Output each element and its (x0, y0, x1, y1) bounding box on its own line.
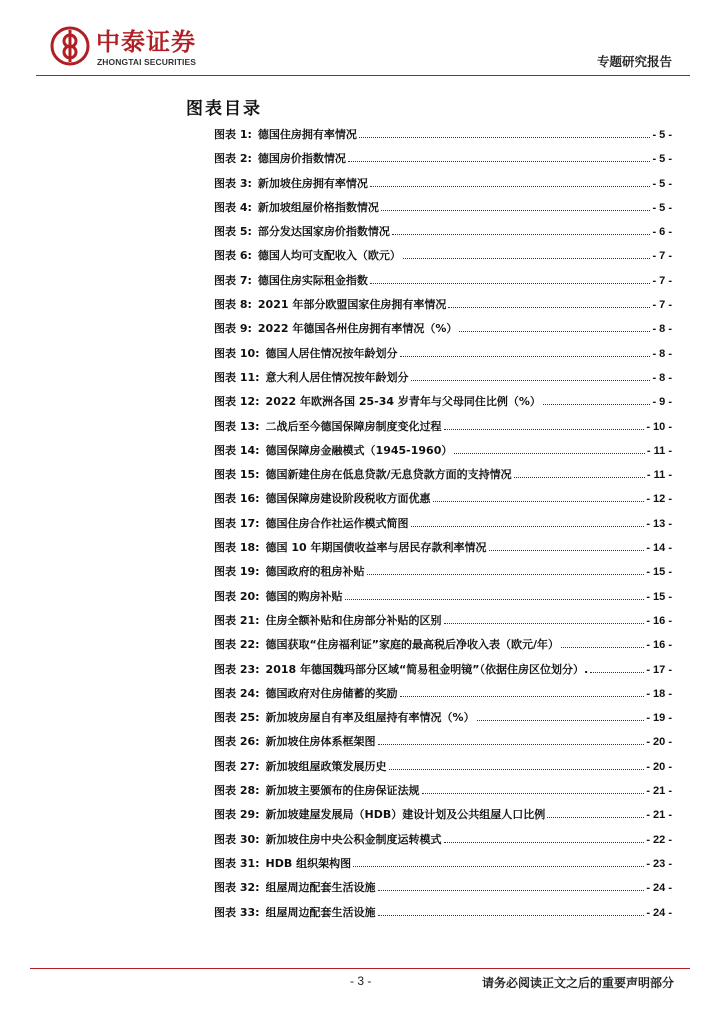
toc-entry-title: 2022 年欧洲各国 25-34 岁青年与父母同住比例（%） (265, 395, 541, 409)
toc-entry-page: - 5 - (652, 129, 672, 141)
toc-entry-label: 图表 5 (214, 225, 248, 239)
logo-english-name: ZHONGTAI SECURITIES (97, 57, 197, 67)
toc-entry[interactable] (214, 490, 672, 514)
toc-entry-separator: : (255, 613, 260, 627)
toc-entry[interactable] (214, 758, 672, 782)
toc-entry-label: 图表 16 (214, 492, 256, 506)
toc-entry[interactable] (214, 345, 672, 369)
toc-entry-leader (400, 356, 651, 357)
toc-entry[interactable] (214, 466, 672, 490)
toc-entry[interactable] (214, 539, 672, 563)
toc-entry-leader (378, 915, 645, 916)
toc-entry[interactable] (214, 661, 672, 685)
toc-entry-title: 新加坡组屋政策发展历史 (265, 759, 387, 773)
toc-entry-title: 新加坡主要颁布的住房保证法规 (265, 784, 420, 798)
toc-entry[interactable] (214, 296, 672, 320)
toc-entry-page: - 5 - (652, 177, 672, 190)
toc-entry-separator: : (255, 735, 260, 749)
toc-entry-label: 图表 33 (214, 905, 256, 919)
toc-entry-title: 新加坡组屋价格指数情况 (257, 200, 379, 214)
toc-entry-label: 图表 7 (214, 273, 248, 287)
toc-entry-page: - 7 - (652, 250, 672, 263)
toc-entry-label: 图表 1 (214, 128, 248, 141)
toc-entry-separator: : (255, 662, 260, 676)
toc-entry-title: 德国获取“住房福利证”家庭的最高税后净收入表（欧元/年） (265, 638, 560, 652)
toc-entry-leader (392, 234, 651, 235)
toc-entry-separator: : (255, 443, 260, 457)
toc-entry-label: 图表 32 (214, 881, 256, 895)
page-number: - 3 - (350, 974, 372, 988)
footer-divider (30, 968, 690, 969)
toc-entry-label: 图表 4 (214, 200, 248, 214)
toc-entry-separator: : (255, 832, 260, 846)
toc-entry-label: 图表 9 (214, 322, 248, 336)
toc-entry-page: - 21 - (646, 809, 672, 822)
toc-entry-separator: : (255, 638, 260, 652)
toc-entry-title: 2022 年德国各州住房拥有率情况（%） (257, 322, 458, 336)
toc-entry-title: 部分发达国家房价指数情况 (257, 225, 390, 239)
toc-entry[interactable] (214, 150, 672, 174)
toc-entry-label: 图表 8 (214, 298, 248, 312)
toc-entry[interactable] (214, 636, 672, 660)
toc-entry-leader (411, 526, 645, 527)
toc-entry-leader (345, 599, 645, 600)
toc-entry-leader (454, 453, 645, 454)
toc-entry-page: - 20 - (646, 760, 672, 773)
toc-entry[interactable] (214, 272, 672, 296)
toc-entry[interactable] (214, 831, 672, 855)
toc-entry-title: 德国政府的租房补贴 (265, 565, 365, 579)
toc-entry-label: 图表 3 (214, 176, 248, 190)
toc-entry-separator: : (255, 492, 260, 506)
toc-entry-page: - 20 - (646, 736, 672, 749)
toc-entry-page: - 5 - (652, 201, 672, 214)
toc-entry-title: 组屋周边配套生活设施 (265, 881, 376, 895)
toc-entry-label: 图表 2 (214, 152, 248, 166)
toc-entry-page: - 9 - (652, 396, 672, 409)
toc-entry-leader (348, 161, 651, 162)
toc-entry-label: 图表 12 (214, 395, 256, 409)
toc-entry-title: 新加坡住房拥有率情况 (257, 176, 368, 190)
toc-entry-page: - 22 - (646, 833, 672, 846)
toc-entry[interactable] (214, 515, 672, 539)
toc-entry-separator: : (255, 905, 260, 919)
toc-entry-leader (367, 574, 645, 575)
toc-entry-page: - 15 - (646, 590, 672, 603)
toc-entry-separator: : (247, 322, 252, 336)
toc-entry-leader (433, 501, 645, 502)
toc-entry-separator: : (247, 176, 252, 190)
toc-entry-leader (381, 210, 651, 211)
toc-entry[interactable] (214, 685, 672, 709)
toc-entry-label: 图表 20 (214, 589, 256, 603)
toc-entry-page: - 16 - (646, 614, 672, 627)
toc-entry-title: 德国 10 年期国债收益率与居民存款利率情况 (265, 541, 487, 555)
toc-entry-leader (378, 744, 645, 745)
toc-entry-title: 二战后至今德国保障房制度变化过程 (265, 419, 442, 433)
toc-entry-title: 德国住房合作社运作模式简图 (265, 516, 409, 530)
toc-entry-separator: : (247, 273, 252, 287)
toc-entry-label: 图表 27 (214, 759, 256, 773)
toc-entry[interactable] (214, 782, 672, 806)
toc-entry-leader (403, 258, 651, 259)
toc-entry-separator: : (255, 759, 260, 773)
zhongtai-logo-icon (50, 26, 90, 66)
toc-entry-label: 图表 15 (214, 468, 256, 482)
toc-entry-title: 德国人均可支配收入（欧元） (257, 249, 401, 263)
toc-entry-page: - 11 - (646, 444, 672, 457)
toc-entry-page: - 10 - (646, 420, 672, 433)
toc-entry-label: 图表 24 (214, 686, 256, 700)
toc-entry-leader (378, 890, 645, 891)
toc-entry[interactable] (214, 855, 672, 879)
toc-entry-separator: : (255, 711, 260, 725)
toc-entry-separator: : (247, 128, 252, 141)
report-type-label: 专题研究报告 (596, 54, 672, 69)
toc-entry[interactable] (214, 126, 672, 150)
toc-entry-leader (547, 817, 644, 818)
toc-entry-leader (459, 331, 650, 332)
toc-entry-page: - 24 - (646, 882, 672, 895)
toc-entry-title: 德国保障房金融模式（1945-1960） (265, 443, 453, 457)
toc-entry-page: - 15 - (646, 566, 672, 579)
toc-entry-separator: : (255, 565, 260, 579)
toc-entry-label: 图表 13 (214, 419, 256, 433)
toc-entry-page: - 5 - (652, 153, 672, 166)
toc-entry-label: 图表 14 (214, 443, 256, 457)
toc-entry-page: - 21 - (646, 785, 672, 798)
toc-entry[interactable] (214, 879, 672, 903)
toc-entry-label: 图表 10 (214, 346, 256, 360)
toc-entry-leader (422, 793, 645, 794)
toc-entry-page: - 7 - (652, 274, 672, 287)
toc-entry-leader (444, 429, 645, 430)
toc-entry-title: 德国房价指数情况 (257, 152, 346, 166)
toc-entry-label: 图表 31 (214, 856, 256, 870)
toc-entry[interactable] (214, 320, 672, 344)
toc-entry[interactable] (214, 709, 672, 733)
toc-entry-title: 意大利人居住情况按年龄划分 (265, 370, 409, 384)
toc-entry-separator: : (255, 808, 260, 822)
toc-entry[interactable] (214, 612, 672, 636)
toc-entry-separator: : (255, 516, 260, 530)
toc-entry-page: - 23 - (646, 857, 672, 870)
toc-entry[interactable] (214, 199, 672, 223)
toc-entry-title: 新加坡房屋自有率及组屋持有率情况（%） (265, 711, 475, 725)
toc-entry-separator: : (247, 298, 252, 312)
toc-entry-title: HDB 组织架构图 (265, 856, 352, 870)
toc-entry-title: 德国新建住房在低息贷款/无息贷款方面的支持情况 (265, 468, 512, 482)
toc-entry[interactable] (214, 393, 672, 417)
toc-entry-page: - 16 - (646, 639, 672, 652)
toc-entry-leader (359, 137, 651, 138)
toc-entry-title: 住房全额补贴和住房部分补贴的区别 (265, 613, 442, 627)
toc-entry-page: - 18 - (646, 687, 672, 700)
toc-entry-leader (444, 842, 645, 843)
toc-entry-label: 图表 6 (214, 249, 248, 263)
company-logo (50, 26, 225, 76)
toc-entry[interactable] (214, 904, 672, 928)
toc-entry-title: 2018 年德国魏玛部分区域“简易租金明镜”（依据住房区位划分）. (265, 662, 589, 676)
toc-entry-label: 图表 21 (214, 613, 256, 627)
toc-list (214, 126, 672, 928)
toc-entry-title: 组屋周边配套生活设施 (265, 905, 376, 919)
toc-entry-leader (543, 404, 651, 405)
toc-entry-title: 德国人居住情况按年龄划分 (265, 346, 398, 360)
toc-entry-leader (489, 550, 645, 551)
toc-entry[interactable] (214, 223, 672, 247)
toc-entry-page: - 7 - (652, 299, 672, 312)
toc-entry-label: 图表 28 (214, 784, 256, 798)
toc-entry-leader (477, 720, 645, 721)
toc-entry-separator: : (255, 589, 260, 603)
toc-entry-separator: : (255, 370, 260, 384)
toc-entry-leader (444, 623, 645, 624)
toc-entry-label: 图表 23 (214, 662, 256, 676)
toc-entry[interactable] (214, 175, 672, 199)
footer-disclaimer: 请务必阅读正文之后的重要声明部分 (481, 976, 674, 990)
toc-entry-separator: : (255, 395, 260, 409)
toc-entry-label: 图表 22 (214, 638, 256, 652)
toc-entry-page: - 24 - (646, 906, 672, 919)
toc-entry-leader (400, 696, 645, 697)
toc-entry[interactable] (214, 806, 672, 830)
toc-entry-leader (590, 672, 644, 673)
toc-entry[interactable] (214, 563, 672, 587)
toc-entry-leader (389, 769, 645, 770)
toc-entry-page: - 13 - (646, 517, 672, 530)
toc-entry-page: - 14 - (646, 542, 672, 555)
toc-entry-separator: : (247, 249, 252, 263)
toc-entry-title: 德国住房实际租金指数 (257, 273, 368, 287)
toc-entry-label: 图表 11 (214, 370, 256, 384)
header-divider (36, 75, 690, 76)
toc-entry-title: 德国的购房补贴 (265, 589, 343, 603)
toc-entry-separator: : (255, 419, 260, 433)
toc-entry-page: - 12 - (646, 493, 672, 506)
toc-entry-separator: : (255, 468, 260, 482)
toc-entry-page: - 8 - (652, 323, 672, 336)
toc-entry-leader (561, 647, 644, 648)
toc-entry-label: 图表 29 (214, 808, 256, 822)
toc-entry-leader (514, 477, 645, 478)
toc-entry-leader (353, 866, 644, 867)
toc-entry-title: 2021 年部分欧盟国家住房拥有率情况 (257, 298, 447, 312)
toc-entry[interactable] (214, 442, 672, 466)
toc-entry-label: 图表 18 (214, 541, 256, 555)
toc-entry[interactable] (214, 418, 672, 442)
toc-entry-separator: : (255, 784, 260, 798)
toc-entry-title: 德国住房拥有率情况 (257, 128, 357, 141)
toc-entry-leader (448, 307, 650, 308)
toc-entry-separator: : (255, 346, 260, 360)
toc-entry-title: 德国保障房建设阶段税收方面优惠 (265, 492, 431, 506)
toc-entry-page: - 8 - (652, 371, 672, 384)
toc-entry-separator: : (255, 881, 260, 895)
toc-entry-title: 新加坡建屋发展局（HDB）建设计划及公共组屋人口比例 (265, 808, 546, 822)
toc-entry-separator: : (255, 856, 260, 870)
toc-entry-label: 图表 25 (214, 711, 256, 725)
toc-entry-leader (411, 380, 651, 381)
toc-entry-page: - 6 - (652, 226, 672, 239)
toc-entry-separator: : (255, 541, 260, 555)
toc-entry-leader (370, 186, 651, 187)
toc-entry-title: 德国政府对住房储蓄的奖励 (265, 686, 398, 700)
toc-entry-separator: : (247, 152, 252, 166)
toc-entry-leader (370, 283, 651, 284)
logo-chinese-name: 中泰证券 (96, 28, 196, 56)
toc-entry-label: 图表 26 (214, 735, 256, 749)
toc-entry-title: 新加坡住房体系框架图 (265, 735, 376, 749)
toc-entry[interactable] (214, 588, 672, 612)
toc-entry-separator: : (247, 200, 252, 214)
toc-entry-page: - 19 - (646, 712, 672, 725)
toc-entry-page: - 17 - (646, 663, 672, 676)
toc-entry-label: 图表 17 (214, 516, 256, 530)
toc-entry-label: 图表 30 (214, 832, 256, 846)
toc-entry[interactable] (214, 369, 672, 393)
toc-entry-page: - 11 - (646, 469, 672, 482)
toc-entry-separator: : (247, 225, 252, 239)
toc-title: 图表目录 (186, 99, 262, 119)
toc-entry-page: - 8 - (652, 347, 672, 360)
toc-entry-label: 图表 19 (214, 565, 256, 579)
toc-entry-separator: : (255, 686, 260, 700)
toc-entry[interactable] (214, 247, 672, 271)
toc-entry[interactable] (214, 733, 672, 757)
toc-entry-title: 新加坡住房中央公积金制度运转模式 (265, 832, 442, 846)
